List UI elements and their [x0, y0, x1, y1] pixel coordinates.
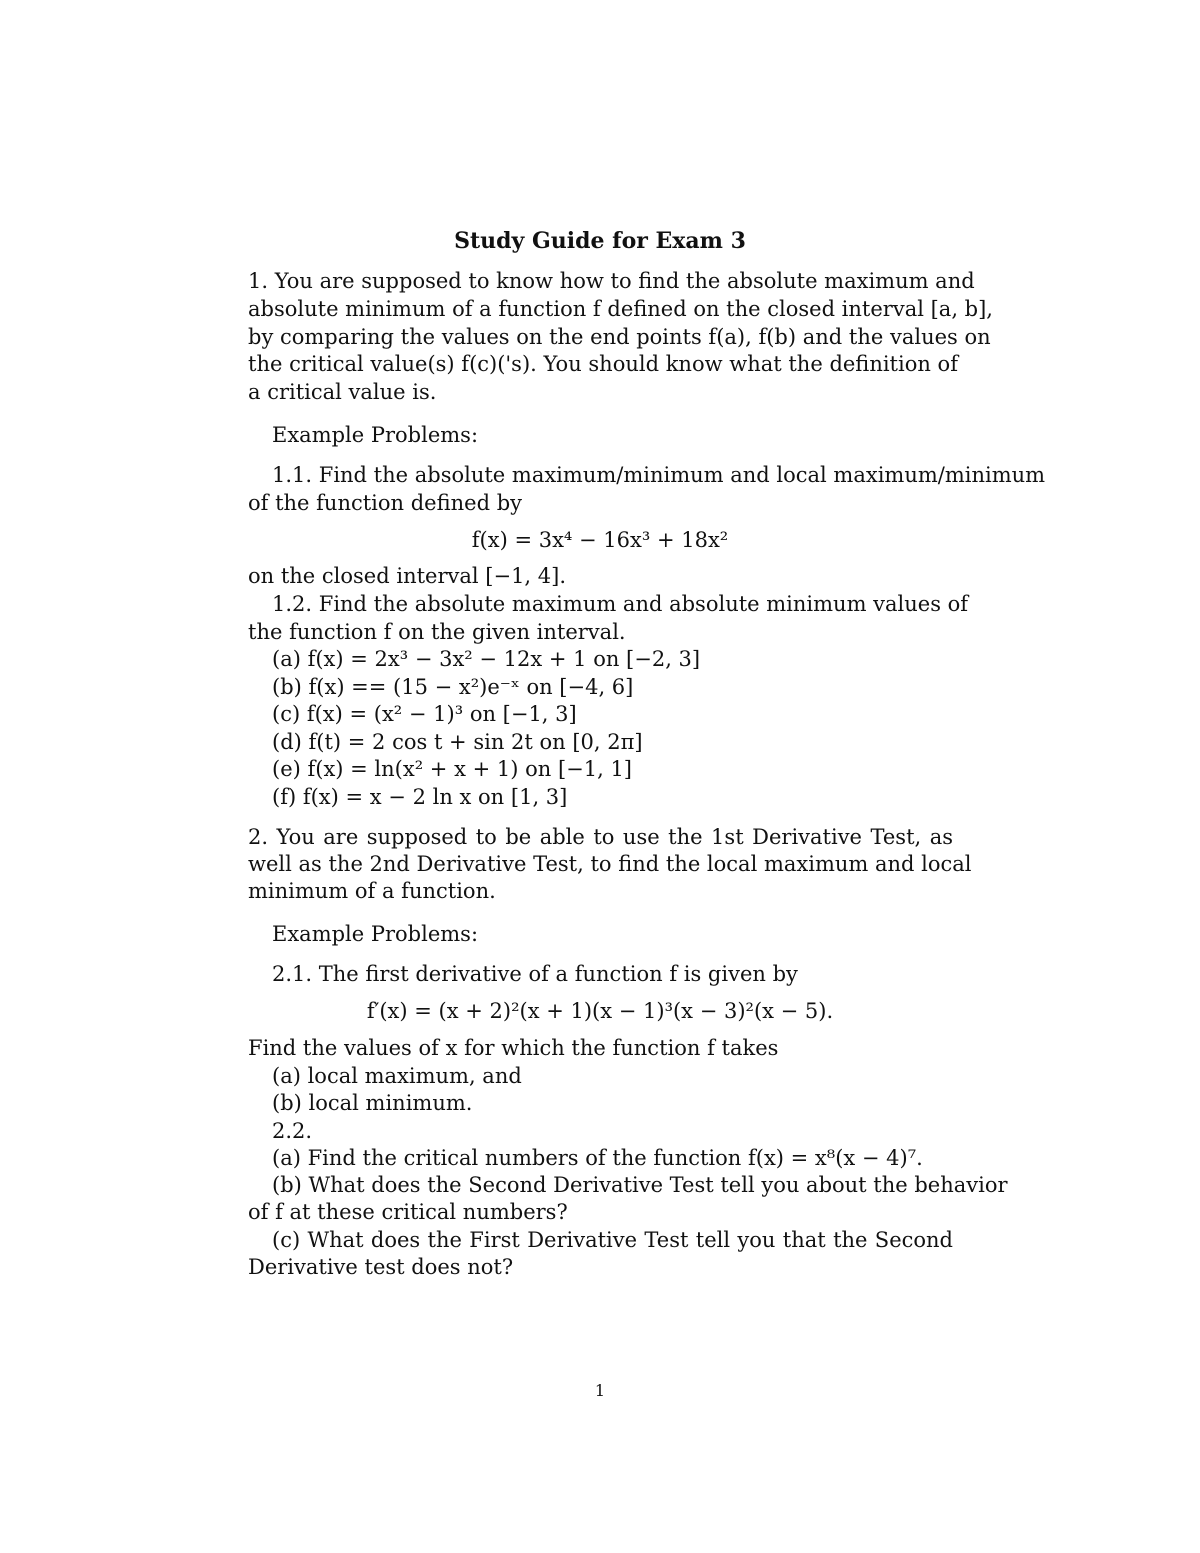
problem-2-1-line-1: 2.1. The first derivative of a function f is given by: [272, 962, 798, 986]
problem-2-2-item-c: (c) What does the First Derivative Test tell you that the Second: [272, 1228, 953, 1252]
example-heading-2: Example Problems:: [272, 922, 479, 946]
problem-2-2-item-c-cont: Derivative test does not?: [248, 1255, 514, 1279]
section-1-line-4: the critical value(s) f(c)('s). You should know what the definition of: [248, 352, 958, 376]
example-heading-1: Example Problems:: [272, 423, 479, 447]
problem-1-1-line-1: 1.1. Find the absolute maximum/minimum and local maximum/minimum: [272, 463, 1046, 487]
problem-2-2-label: 2.2.: [272, 1119, 313, 1143]
section-1-line-2: absolute minimum of a function f defined on the closed interval [a, b],: [248, 297, 993, 321]
section-1-line-1: 1. You are supposed to know how to find the absolute maximum and: [248, 269, 975, 293]
section-2-line-2: well as the 2nd Derivative Test, to find the local maximum and local: [248, 852, 972, 876]
problem-2-2-item-a: (a) Find the critical numbers of the function f(x) = x⁸(x − 4)⁷.: [272, 1146, 923, 1170]
problem-1-2-item-c: (c) f(x) = (x² − 1)³ on [−1, 3]: [272, 702, 577, 726]
section-2-line-3: minimum of a function.: [248, 879, 496, 903]
problem-1-2-item-f: (f) f(x) = x − 2 ln x on [1, 3]: [272, 785, 568, 809]
problem-1-1-equation: f(x) = 3x⁴ − 16x³ + 18x²: [471, 528, 729, 552]
problem-1-1-line-2: of the function defined by: [248, 491, 522, 515]
problem-1-2-item-a: (a) f(x) = 2x³ − 3x² − 12x + 1 on [−2, 3]: [272, 647, 701, 671]
problem-1-1-interval: on the closed interval [−1, 4].: [248, 564, 567, 588]
problem-1-2-item-d: (d) f(t) = 2 cos t + sin 2t on [0, 2π]: [272, 730, 643, 754]
problem-2-1-line-2: Find the values of x for which the function f takes: [248, 1036, 779, 1060]
problem-1-2-item-e: (e) f(x) = ln(x² + x + 1) on [−1, 1]: [272, 757, 632, 781]
problem-1-2-item-b: (b) f(x) == (15 − x²)e⁻ˣ on [−4, 6]: [272, 675, 634, 699]
problem-1-2-line-2: the function f on the given interval.: [248, 620, 626, 644]
section-1-line-3: by comparing the values on the end points f(a), f(b) and the values on: [248, 325, 991, 349]
page-title: Study Guide for Exam 3: [454, 228, 746, 254]
problem-2-1-item-b: (b) local minimum.: [272, 1091, 473, 1115]
problem-2-2-item-b-cont: of f at these critical numbers?: [248, 1200, 568, 1224]
problem-2-2-item-b: (b) What does the Second Derivative Test tell you about the behavior: [272, 1173, 1008, 1197]
section-1-line-5: a critical value is.: [248, 380, 437, 404]
problem-2-1-item-a: (a) local maximum, and: [272, 1064, 522, 1088]
page-number: 1: [594, 1381, 606, 1400]
section-2-line-1: 2. You are supposed to be able to use the 1st Derivative Test, as: [248, 825, 953, 849]
problem-2-1-equation: f′(x) = (x + 2)²(x + 1)(x − 1)³(x − 3)²(x − 5).: [366, 999, 834, 1023]
problem-1-2-line-1: 1.2. Find the absolute maximum and absolute minimum values of: [272, 592, 969, 616]
